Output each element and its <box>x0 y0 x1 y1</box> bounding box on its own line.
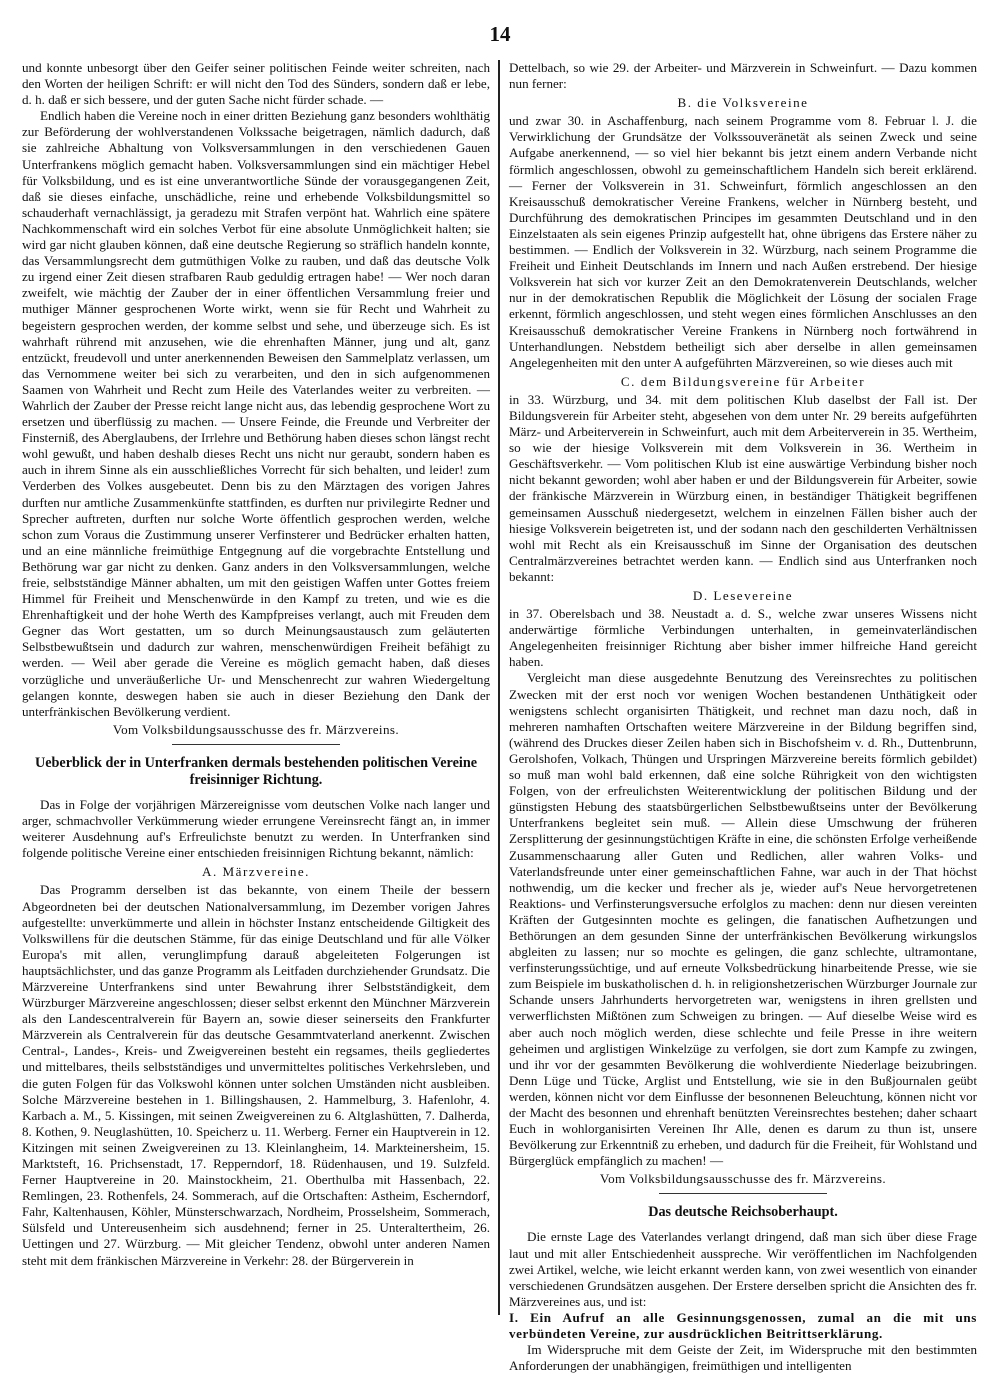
paragraph: Vergleicht man diese ausgedehnte Benutzung des Vereinsrechtes zu politischen Zwecken mit der erst noch vor wenigen Wochen bestandenen Unthätigkeit oder wenigstens schlecht organisirten Thätigkeit, und rechnet man dazu noch, daß in mehreren namhaften Ortschaften weitere Märzvereine in der Bildung begriffen sind, (während des Druckes dieser Zeilen haben sich in Bischofsheim v. d. Rh., Duttenbrunn, Gerolshofen, Volkach, Thüngen und Urspringen Märzvereine bereits förmlich gebildet) so muß man wohl bald erkennen, daß eine solche Rührigkeit von den wichtigsten Folgen, von der erfreulichsten Weiterentwicklung der politischen Bildung und der günstigsten Hebung des staatsbürgerlichen Selbstbewußtseins unter der Bevölkerung Unterfrankens begleitet sein muß. — Allein diese Umschwung der früheren Zersplitterung der gesinnungstüchtigen Kräfte in eine, die schönsten Erfolge verheißende Zusammenschaarung aller Guten und Redlichen, aller wahren Volks- und Vaterlandsfreunde unter einer gemeinschaftlichen Fahne, war auch in der That höchst nothwendig, um die kecker und frecher als je, wieder auf's Neue hervorgetretenen Reaktions- und Verfinsterungsversuche erfolglos zu machen: denn nur diesen vereinten Kräften der Gutgesinnten mochte es gelingen, die fanatischen Aufhetzungen und Bethörungen an dem gesunden Sinne der unterfränkischen Bevölkerung wirkungslos abgleiten zu lassen; nur so mochte es gelingen, die ganz schlechte, ultramontane, verfinsterungssüchtige, und auf erneute Volksbedrückung hinarbeitende Presse, wie sie zum Beispiele im buskatholischen d. h. in religionshetzerischen Würzburger Journale zur Schande unsers Jahrhunderts hervorgetreten war, wenigstens in ihren grellsten und verwerflichsten Mißtönen zum Schweigen zu bringen. — Auf dieselbe Weise wird es aber auch noch möglich werden, diese schlechte und feile Presse in ihre weitern geheimen und arglistigen Winkelzüge zu verfolgen, sie dort zum Kampfe zu zwingen, und ihr vor der gesammten Bevölkerung die wohlverdiente Niederlage beizubringen. Denn Lüge und Tücke, Arglist und Entstellung, wie sie in den Bußjournalen geübt werden, können nicht vor dem Einflusse der besonnenen Beleuchtung, können nicht vor der Macht des besonnen und ehrenhaft benützten Vereinsrechtes bestehen; daher schaart Euch in wohlorganisirten Vereinen Ihr Alle, denen es darum zu thun ist, unsere Bevölkerung zur Erkenntniß zu erheben, und dadurch für die Freiheit, für Wohlstand und Bürgerglück empfänglich zu machen! — <box>509 670 977 1169</box>
paragraph: in 37. Oberelsbach und 38. Neustadt a. d. S., welche zwar unseres Wissens nicht anderwärtige förmliche Verbindungen unterhalten, in gemeinvaterländischen Angelegenheiten freisinniger Richtung aber bisher immer hilfreiche Hand gereicht haben. <box>509 606 977 670</box>
subsection-heading: D. Lesevereine <box>692 588 794 603</box>
paragraph: Endlich haben die Vereine noch in einer dritten Beziehung ganz besonders wohlthätig zur Beförderung der wohlverstandenen Volkssache beigetragen, nämlich dadurch, daß sie zahlreiche Abhaltung von Volksversammlungen in den verschiedenen Gauen Unterfrankens möglich gemacht haben. Volksversammlungen sind ein mächtiger Hebel für Volksbildung, und es ist eine unverantwortliche Sünde der vorausgegangenen Zeit, daß sie dieses einfache, unschädliche, reine und erhebende Volksbildungsmittel so schauderhaft vernachlässigt, ja geradezu mit Strafen verpönt hat. Wahrlich eine spätere Nachkommenschaft wird ein solches Verbot für eine absolute Unmöglichkeit halten; sie wird gar nicht glauben können, daß eine deutsche Regierung so sträflich handeln konnte, das Versammlungsrecht dem gutmüthigen Volke zu rauben, und daß das deutsche Volk zu irgend einer Zeit diesen strafbaren Raub geduldig ertragen habe! — Wer noch daran zweifelt, wie mächtig der Zauber der in einer öffentlichen Versammlung freier und muthiger Männer gesprochenen Worte wirkt, wenn sie für Recht und Wahrheit zu begeistern gesprochen werden, der komme selbst und sehe, und überzeuge sich. Es ist wahrhaft rührend mit anzusehen, wie die ehrenhaften Männer, jung und alt, ganz entzückt, freudevoll und unter anerkennenden Beweisen den Sammelplatz verlassen, um das Vernommene weiter bei sich zu verarbeiten, und den in sich aufgenommenen Saamen von Wahrheit und Recht zum Heile des Vaterlandes weiter zu verbreiten. — Wahrlich der Zauber der Presse reicht lange nicht aus, das lebendig gesprochene Wort zu ersetzen und überflüssig zu machen. — Unsere Feinde, die Freunde und Verbreiter der Finsterniß, des Aberglaubens, der Irrlehre und Bethörung haben dieses schon längst recht wohl gewußt, und haben deshalb dieses Recht uns nicht nur geraubt, sondern haben es auch in ihrem Sinne als ein ausschließliches Vorrecht für sich behalten, und leider! zum Verderben des Volkes ausgebeutet. Denn bis zu den Märztagen des vorigen Jahres durften nur amtliche Zusammenkünfte stattfinden, es durften nur privilegirte Redner und Sprecher auftreten, durften nur solche Worte öffentlich gesprochen werden, welche schon zum Voraus die Zustimmung unserer Verfinsterer und Bedrücker erhalten hatten, und an eine männliche freimüthige Entgegnung auf die vorgebrachte Entstellung und Bethörung war gar nicht zu denken. Ganz anders in den Volksversammlungen, welche freie, selbstständige Männer abhalten, um mit den geistigen Waffen unter Gottes freiem Himmel für Freiheit und Menschenwürde in den Kampf zu treten, und wie es die Ehrenhaftigkeit und der hohe Werth des Kampfpreises verlangt, auch mit Freuden dem Gegner das Wort gestatten, um so durch Meinungsaustausch zum geläuterten Selbstbewußtsein und dadurch zur wahren, menschenwürdigen Freiheit befähigt zu werden. — Weil aber gerade die Vereine es möglich gemacht haben, daß dieses vorzügliche und unveräußerliche Ur- und Menschenrecht zur wahren Wiedergeltung gelangen konnte, deswegen haben sie auch in dieser Beziehung den Dank der unterfränkischen Bevölkerung verdient. <box>22 108 490 719</box>
paragraph: Im Widerspruche mit dem Geiste der Zeit, im Widerspruche mit den bestimmten Anforderungen der unabhängigen, freimüthigen und intelligenten <box>509 1342 977 1374</box>
paragraph: Das Programm derselben ist das bekannte, von einem Theile der bessern Abgeordneten bei der deutschen Nationalversammlung, im Dezember vorigen Jahres aufgestellte: unverkümmerte und allein in höchster Instanz entscheidende Giltigkeit des Volkswillens für die deutschen Stämme, für das einige Deutschland und für alle Völker Europa's mit allen, verunglimpfung darauß abgeleiteten Folgerungen ist hauptsächlichster, und das ganze Programm als Leitfaden durchziehender Grundsatz. Die Märzvereine Unterfrankens sind unter Bewahrung ihrer Selbstständigkeit, dem Würzburger Märzvereine angeschlossen; dieser selbst erkennt den Münchner Märzverein als den Landescentralverein für Bayern an, sowie dieser seinerseits den Frankfurter Märzverein als Centralverein für das deutsche Gesammtvaterland anerkennt. Zwischen Central-, Landes-, Kreis- und Zweigvereinen besteht ein regsames, theils gegliedertes und mittelbares, theils selbstständiges und unvermitteltes politisches Verkehrsleben, und die guten Folgen für das Volkswohl können unter solchen Umständen nicht ausbleiben. Solche Märzvereine bestehen in 1. Billingshausen, 2. Hammelburg, 3. Hafenlohr, 4. Karbach a. M., 5. Kissingen, mit seinen Zweigvereinen zu 6. Altglashütten, 7. Dalherda, 8. Kothen, 9. Neuglashütten, 10. Speicherz u. 11. Werberg. Ferner ein Hauptverein in 12. Kitzingen mit seinen Zweigvereinen zu 13. Kleinlangheim, 14. Markteinersheim, 15. Marktsteft, 16. Prichsenstadt, 17. Repperndorf, 18. Rüdenhausen, und 19. Sulzfeld. Ferner Hauptvereine in 20. Mainstockheim, 21. Oberthulba mit Hassenbach, 22. Remlingen, 23. Rothenfels, 24. Sommerach, auf die Ortschaften: Astheim, Escherndorf, Fahr, Kaltenhausen, Köhler, Münsterschwarzach, Nordheim, Prosselsheim, Sommerach, Sülsfeld und Untereusenheim sich ausdehnend; ferner in 25. Unteraltertheim, 26. Uettingen und 27. Würzburg. — Mit gleicher Tendenz, obwohl unter anderen Namen steht mit dem fränkischen Märzvereine in Verkehr: 28. der Bürgerverein in <box>22 882 490 1268</box>
paragraph: in 33. Würzburg, und 34. mit dem politischen Klub daselbst der Fall ist. Der Bildungsverein für Arbeiter steht, abgesehen von dem unter Nr. 29 bereits aufgeführten März- und Arbeiterverein in Schweinfurt, auch mit dem Arbeiterverein in 35. Wertheim, so wie der hiesige Volksverein mit dem Volksverein in 36. Wertheim in Geschäftsverkehr. — Vom politischen Klub ist eine auswärtige Verbindung bisher noch nicht bekannt geworden; wohl aber haben er und der Bildungsverein für Arbeiter, sowie der fränkische Märzverein in Würzburg einen, in beständiger Thätigkeit begriffenen gemeinsamen Ausschuß niedergesetzt, welchem in einzelnen Fällen bisher auch der hiesige Volksverein beigetreten ist, und der sodann nach den geschilderten Verhältnissen wohl mit Recht als ein Kreisausschuß im Sinne der Organisation des deutschen Centralmärzvereines betrachtet werden kann. — Endlich sind aus Unterfranken noch bekannt: <box>509 391 977 584</box>
page-number: 14 <box>489 22 511 46</box>
paragraph: Dettelbach, so wie 29. der Arbeiter- und Märzverein in Schweinfurt. — Dazu kommen nun ferner: <box>509 60 977 92</box>
section-heading: Das deutsche Reichsoberhaupt. <box>648 1204 838 1221</box>
paragraph: Das in Folge der vorjährigen Märzereignisse vom deutschen Volke nach langer und arger, schmachvoller Verkümmerung wieder errungene Vereinsrecht fängt an, in immer weiterer Ausdehnung auf's Erfreulichste benutzt zu werden. In Unterfranken sind folgende politische Vereine einer entschieden freisinnigen Richtung bekannt, nämlich: <box>22 796 490 861</box>
signature: Vom Volksbildungsausschusse des fr. Märzvereins. <box>599 1171 887 1187</box>
right-column <box>509 60 977 1374</box>
subsection-heading: A. Märzvereine. <box>202 864 310 880</box>
paragraph: und konnte unbesorgt über den Geifer seiner politischen Feinde weiter schreiten, nach den Worten der heiligen Schrift: er will nicht den Tod des Sünders, sondern daß er lebe, d. h. daß er sich bessere, und der guten Sache nicht fürder schade. — <box>22 60 490 108</box>
section-heading: Ueberblick der in Unterfranken dermals bestehenden politischen Vereine freisinniger Richtung. <box>34 754 478 788</box>
column-divider <box>498 60 500 1315</box>
paragraph: und zwar 30. in Aschaffenburg, nach seinem Programme vom 8. Februar l. J. die Verwirklichung der Grundsätze der Volkssouveränetät als seinen Zweck und seine Aufgabe anerkennend, — so viel hier bekannt bis jetzt einem andern Verbande nicht förmlich angeschlossen, obwohl zu gemeinschaftlichem Handeln sich bereit erklärend. — Ferner der Volksverein in 31. Schweinfurt, förmlich angeschlossen an den Kreisausschuß demokratischer Vereine Frankens, welcher in Nürnberg besteht, und Durchführung des demokratischen Principes im gesammten Deutschland und in den Einzelstaaten als sein eigenes Prinzip aufgestellt hat, ohne übrigens das Erstere näher zu bestimmen. — Endlich der Volksverein in 32. Würzburg, nach seinem Programme die Freiheit und Einheit Deutschlands im Innern und nach Außen erstrebend. Der hiesige Volksverein hat sich vor kurzer Zeit an den Demokratenverein Deutschlands, welcher nur in der demokratischen Republik die Möglichkeit der Lösung der socialen Frage erkennt, förmlich angeschlossen, und steht wegen eines förmlichen Anschlusses an den Kreisausschuß demokratischer Vereine Frankens in Nürnberg noch fortwährend in Unterhandlungen. Nebstdem betheiligt sich aber derselbe in allen gemeinsamen Angelegenheiten mit den unter A aufgeführten Märzvereinen, so wie dieses auch mit <box>509 113 977 370</box>
subsection-heading: C. dem Bildungsvereine für Arbeiter <box>620 373 866 389</box>
section-divider <box>659 1193 827 1194</box>
left-column <box>22 60 490 1315</box>
subsection-heading: B. die Volksvereine <box>677 95 809 111</box>
paragraph: Die ernste Lage des Vaterlandes verlangt dringend, daß man sich über diese Frage laut und mit aller Entschiedenheit ausspreche. Wir veröffentlichen im Nachfolgenden zwei Artikel, welche, wie leicht erkannt werden kann, von zwei wesentlich von einander verschiedenen Grundsätzen ausgehen. Der Erstere derselben spricht die Ansichten des fr. Märzvereines aus, und ist: <box>509 1229 977 1309</box>
section-divider <box>172 744 340 745</box>
signature: Vom Volksbildungsausschusse des fr. Märzvereins. <box>112 721 400 737</box>
article-title: I. Ein Aufruf an alle Gesinnungsgenossen, zumal an die mit uns verbündeten Vereine, zur ausdrücklichen Beitrittserklärung. <box>509 1309 977 1342</box>
